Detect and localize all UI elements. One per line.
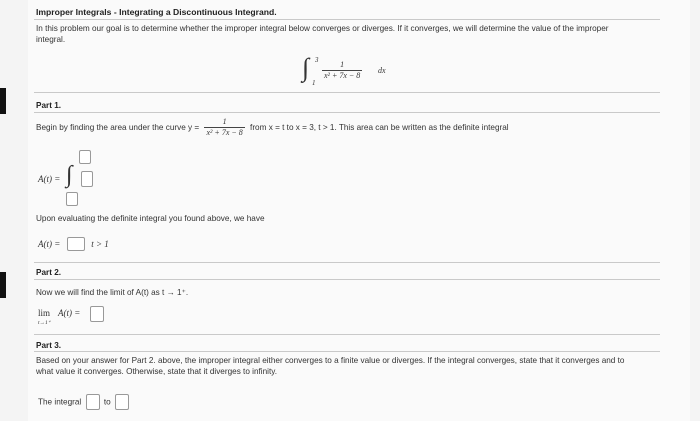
- limit-result-input[interactable]: [90, 306, 104, 322]
- part2-heading: Part 2.: [36, 268, 62, 277]
- part3-heading-divider: [34, 351, 660, 352]
- curve-denominator: x² + 7x − 8: [206, 128, 243, 137]
- result-label: A(t) =: [38, 238, 61, 249]
- the-integral-label: The integral: [38, 397, 82, 407]
- curve-numerator: 1: [222, 117, 227, 126]
- title-divider: [34, 19, 660, 20]
- intro-text-line1: In this problem our goal is to determine whether the improper integral below converges or diverges. If it converges, we will determine the value of the improper: [36, 24, 609, 33]
- left-edge-marker-lower: [0, 272, 6, 298]
- part2-instruction: Now we will find the limit of A(t) as t → 1⁺.: [36, 288, 189, 297]
- left-edge-marker: [0, 88, 6, 114]
- part3-instruction-line1: Based on your answer for Part 2. above, the improper integral either converges to a finite value or diverges. If the integral converges, state that it converges and to: [36, 356, 625, 365]
- definite-integral-input: [64, 150, 100, 208]
- integral-sign-small: ∫: [66, 162, 73, 188]
- part1-text-after: from x = t to x = 3, t > 1. This area can be written as the definite integral: [250, 123, 509, 132]
- area-result-input[interactable]: [67, 237, 85, 251]
- integrand-denominator: x² + 7x − 8: [324, 71, 361, 80]
- limit-expression: A(t) =: [58, 308, 81, 318]
- integral-upper-bound: 3: [315, 56, 319, 64]
- problem-title: Improper Integrals - Integrating a Discontinuous Integrand.: [36, 7, 277, 17]
- part3-heading: Part 3.: [36, 341, 62, 350]
- integral-sign: ∫: [302, 53, 310, 82]
- part2-bottom-divider: [34, 334, 660, 335]
- integrand-input[interactable]: [81, 171, 93, 187]
- integrand-numerator: 1: [340, 60, 345, 69]
- intro-text-line2: integral.: [36, 35, 66, 44]
- conclusion-value-input[interactable]: [115, 394, 129, 410]
- part3-instruction-line2: what value it converges. Otherwise, state that it diverges to infinity.: [36, 367, 278, 376]
- area-label: A(t) =: [38, 174, 61, 184]
- integral-lower-bound: 1: [312, 79, 316, 87]
- converge-diverge-input[interactable]: [86, 394, 100, 410]
- curve-fraction: [204, 118, 244, 137]
- lower-limit-input[interactable]: [66, 192, 78, 206]
- result-condition: t > 1: [91, 238, 109, 249]
- conclusion-row: [38, 394, 129, 410]
- part2-heading-divider: [34, 279, 660, 280]
- to-label: to: [103, 397, 111, 407]
- upper-limit-input[interactable]: [79, 150, 91, 164]
- integral-dx: dx: [378, 66, 386, 75]
- part1-top-divider: [34, 92, 660, 93]
- limit-row: [38, 305, 118, 329]
- part1-text-before: Begin by finding the area under the curve y =: [36, 123, 200, 132]
- area-result-row: [38, 235, 109, 253]
- integrand-fraction: [322, 61, 362, 80]
- part1-heading: Part 1.: [36, 101, 62, 110]
- limit-symbol: lim: [38, 308, 51, 318]
- part1-eval-text: Upon evaluating the definite integral you found above, we have: [36, 214, 265, 223]
- part1-heading-divider: [34, 112, 660, 113]
- limit-subscript: t→1⁺: [38, 320, 51, 326]
- part1-instruction: [36, 118, 509, 137]
- part1-bottom-divider: [34, 262, 660, 263]
